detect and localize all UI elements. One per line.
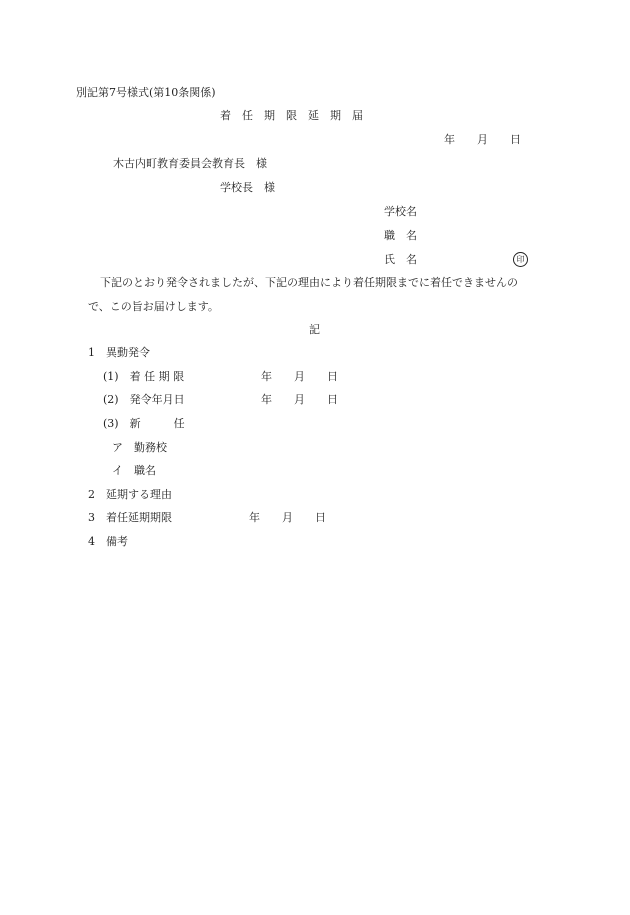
item-1-heading: 1 異動発令 xyxy=(88,346,150,359)
sender-name-label: 氏 名 xyxy=(384,253,417,266)
item-1-2-label: (2) 発令年月日 xyxy=(103,393,185,406)
item-1-3-a: ア 勤務校 xyxy=(112,441,167,454)
item-3-date: 年 月 日 xyxy=(249,511,326,524)
addressee-superintendent: 木古内町教育委員会教育長 様 xyxy=(113,157,267,170)
item-1-3-i: イ 職名 xyxy=(112,464,156,477)
form-reference: 別記第7号様式(第10条関係) xyxy=(76,86,216,99)
item-3-label: 3 着任延期期限 xyxy=(88,511,172,524)
item-1-1-date: 年 月 日 xyxy=(261,370,338,383)
addressee-principal: 学校長 様 xyxy=(220,181,275,194)
item-1-3-label: (3) 新 任 xyxy=(103,417,185,430)
submission-date: 年 月 日 xyxy=(444,133,521,146)
body-text-line2: で、この旨お届けします。 xyxy=(88,300,219,313)
seal-mark: 印 xyxy=(513,252,528,267)
sender-school-label: 学校名 xyxy=(384,205,417,218)
item-4-heading: 4 備考 xyxy=(88,535,128,548)
item-1-1-label: (1) 着 任 期 限 xyxy=(103,370,185,383)
body-text-line1: 下記のとおり発令されましたが、下記の理由により着任期限までに着任できませんの xyxy=(100,276,518,289)
item-1-2-date: 年 月 日 xyxy=(261,393,338,406)
sender-position-label: 職 名 xyxy=(384,229,417,242)
item-2-heading: 2 延期する理由 xyxy=(88,488,172,501)
ki-heading: 記 xyxy=(309,323,320,336)
document-title: 着 任 期 限 延 期 届 xyxy=(220,109,363,122)
